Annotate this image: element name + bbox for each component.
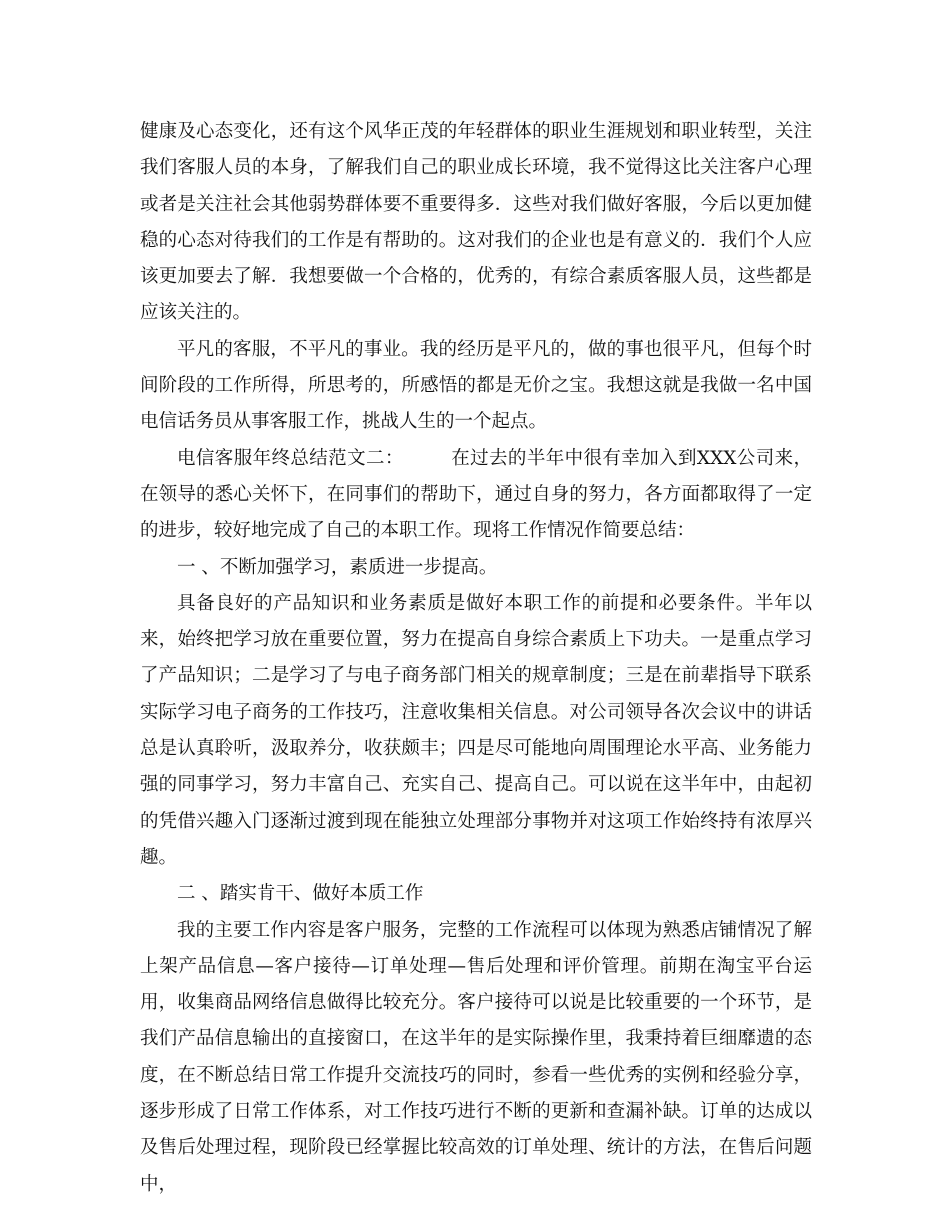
paragraph-learning: 具备良好的产品知识和业务素质是做好本职工作的前提和必要条件。半年以来，始终把学习放在重要位置，努力在提高自身综合素质上下功夫。一是重点学习了产品知识；二是学习了与电子商务部门相关的规章制度；三是在前辈指导下联系实际学习电子商务的工作技巧，注意收集相关信息。对公司领导各次会议中的讲话总是认真聆听，汲取养分，收获颇丰；四是尽可能地向周围理论水平高、业务能力强的同事学习，努力丰富自己、充实自己、提高自己。可以说在这半年中，由起初的凭借兴趣入门逐渐过渡到现在能独立处理部分事物并对这项工作始终持有浓厚兴趣。 — [140, 592, 812, 868]
paragraph-work: 我的主要工作内容是客户服务，完整的工作流程可以体现为熟悉店铺情况了解上架产品信息—客户接待—订单处理—售后处理和评价管理。前期在淘宝平台运用，收集商品网络信息做得比较充分。客户接待可以说是比较重要的一个环节，是我们产品信息输出的直接窗口，在这半年的是实际操作里，我秉持着巨细靡遗的态度，在不断总结日常工作提升交流技巧的同时，参看一些优秀的实例和经验分享，逐步形成了日常工作体系，对工作技巧进行不断的更新和查漏补缺。订单的达成以及售后处理过程，现阶段已经掌握比较高效的订单处理、统计的方法，在售后问题中， — [140, 919, 812, 1195]
paragraph-intro-continuation: 健康及心态变化，还有这个风华正茂的年轻群体的职业生涯规划和职业转型，关注我们客服人员的本身，了解我们自己的职业成长环境，我不觉得这比关注客户心理或者是关注社会其他弱势群体要不重要得多．这些对我们做好客服，今后以更加健稳的心态对待我们的工作是有帮助的。这对我们的企业也是有意义的．我们个人应该更加要去了解．我想要做一个合格的，优秀的，有综合素质客服人员，这些都是应该关注的。 — [140, 121, 812, 324]
section-heading-learning: 一 、不断加强学习，素质进一步提高。 — [177, 556, 498, 578]
paragraph-ordinary-service: 平凡的客服，不平凡的事业。我的经历是平凡的，做的事也很平凡，但每个时间阶段的工作所得，所思考的，所感悟的都是无价之宝。我想这就是我做一名中国电信话务员从事客服工作，挑战人生的一个起点。 — [140, 338, 812, 433]
paragraph-sample-two-intro: 电信客服年终总结范文二： 在过去的半年中很有幸加入到XXX公司来，在领导的悉心关怀下，在同事们的帮助下，通过自身的努力，各方面都取得了一定的进步，较好地完成了自己的本职工作。现将工作情况作简要总结： — [140, 447, 812, 542]
document-body — [140, 114, 812, 1203]
section-heading-work: 二 、踏实肯干、做好本质工作 — [177, 883, 424, 905]
